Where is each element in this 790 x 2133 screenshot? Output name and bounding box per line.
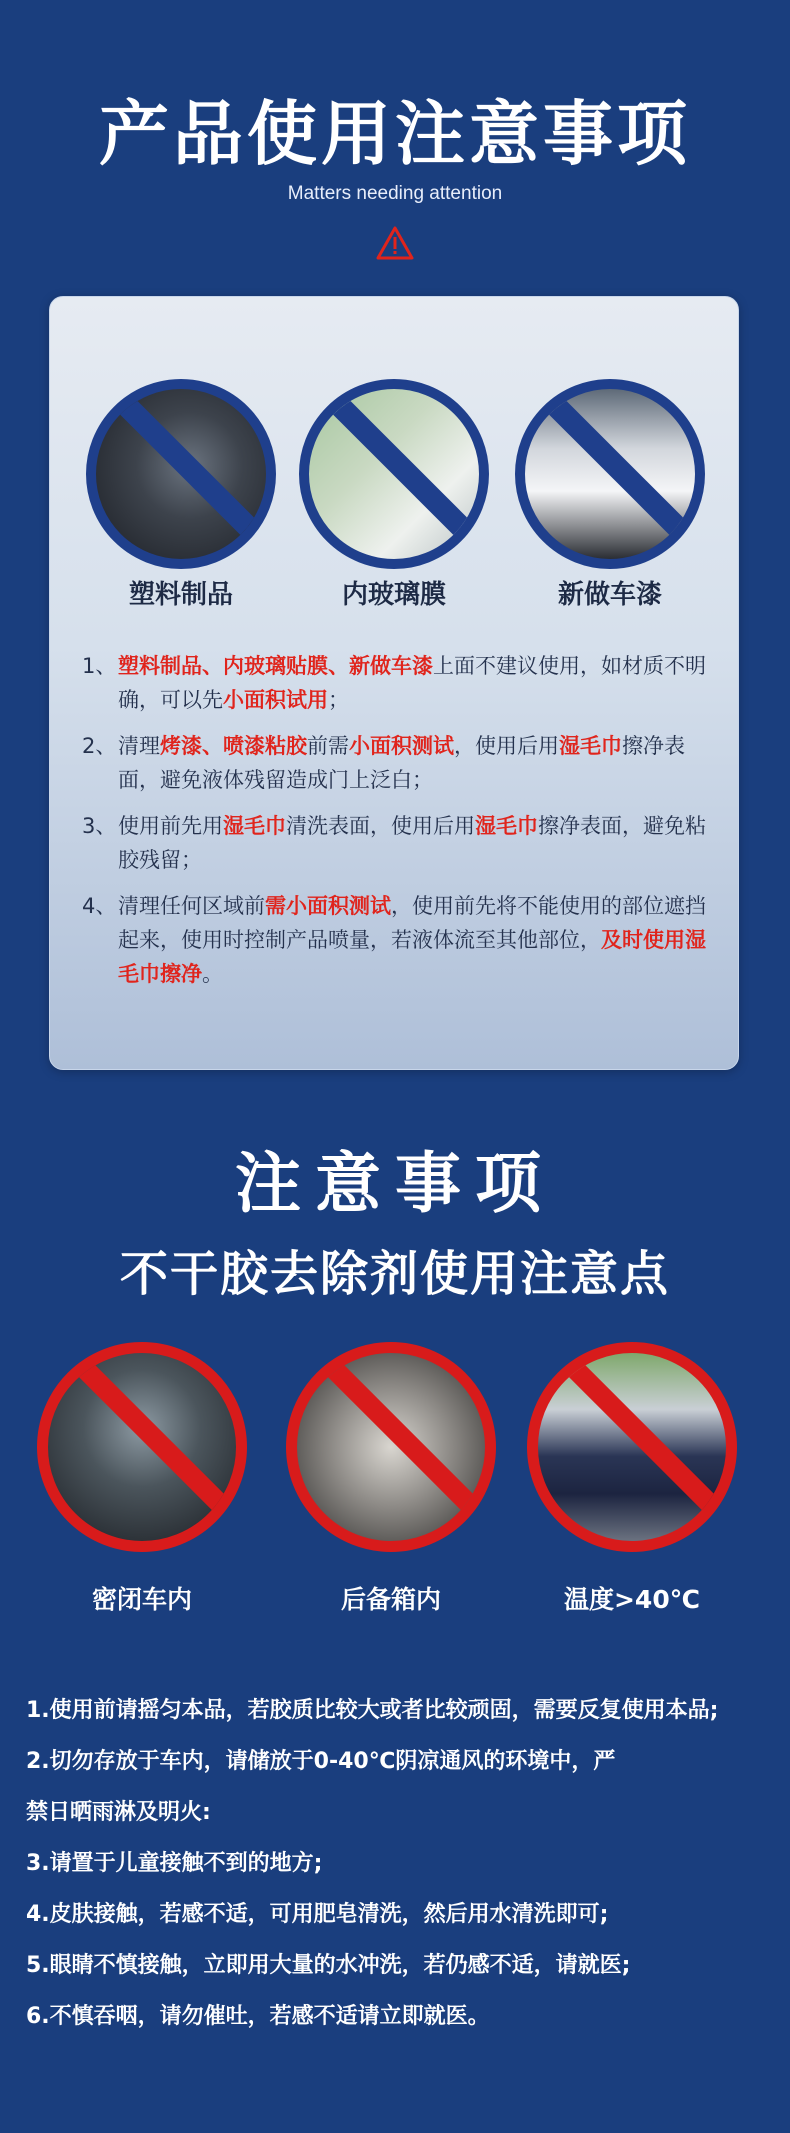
usage-card [49,296,739,1070]
usage-item-number: 2、 [82,734,117,758]
no-trunk-icon [286,1342,496,1552]
usage-item [82,889,722,991]
note-item: 6.不慎吞咽，请勿催吐，若感不适请立即就医。 [26,2004,490,2029]
usage-list [82,649,722,1003]
highlight-text: 湿毛巾 [559,734,622,758]
no-glass-film-icon [299,379,489,569]
body-text: 擦净表面，避免粘胶残留； [118,814,706,872]
page-subtitle: Matters needing attention [287,183,503,204]
note-item: 1.使用前请摇匀本品，若胶质比较大或者比较顽固，需要反复使用本品; [26,1698,719,1723]
no-new-paint-icon [515,379,705,569]
body-text: 清洗表面，使用后用 [286,814,475,838]
body-text: ，使用前先将不能使用的部位遮挡起来，使用时控制产品喷量，若液体流至其他部位， [118,894,706,952]
body-text: 清理任何区域前 [118,894,265,918]
no-plastic-icon [86,379,276,569]
body-text: ； [328,688,349,712]
notes-list [26,1685,776,2042]
usage-item [82,809,722,877]
highlight-text: 烤漆、喷漆粘胶 [160,734,307,758]
body-text: ，使用后用 [454,734,559,758]
section-title: 注意事项 [235,1145,555,1222]
note-item: 5.眼睛不慎接触，立即用大量的水冲洗，若仍感不适，请就医; [26,1953,631,1978]
no-closed-car-icon [37,1342,247,1552]
image-label-closed-car: 密闭车内 [91,1585,192,1614]
section-subtitle: 不干胶去除剂使用注意点 [119,1246,670,1302]
body-text: 。 [202,962,223,986]
body-text: 清理 [118,734,160,758]
usage-item [82,729,722,797]
highlight-text: 需小面积测试 [265,894,391,918]
highlight-text: 小面积测试 [349,734,454,758]
usage-item-number: 1、 [82,654,117,678]
image-label-trunk: 后备箱内 [340,1585,441,1614]
image-label-plastic: 塑料制品 [128,580,233,610]
highlight-text: 及时使用湿毛巾擦净 [118,928,706,986]
highlight-text: 湿毛巾 [223,814,286,838]
no-heat-icon [527,1342,737,1552]
image-label-new-paint: 新做车漆 [557,580,662,610]
usage-item-number: 4、 [82,894,117,918]
highlight-text: 湿毛巾 [475,814,538,838]
note-item: 禁日晒雨淋及明火: [26,1800,211,1825]
highlight-text: 塑料制品、内玻璃贴膜、新做车漆 [118,654,433,678]
note-item: 4.皮肤接触，若感不适，可用肥皂清洗，然后用水清洗即可; [26,1902,609,1927]
image-label-heat: 温度>40℃ [563,1585,700,1614]
body-text: 前需 [307,734,349,758]
warning-icon [376,226,414,260]
usage-item-number: 3、 [82,814,117,838]
page-title: 产品使用注意事项 [99,93,691,175]
note-item: 2.切勿存放于车内，请储放于0-40℃阴凉通风的环境中，严 [26,1749,616,1774]
body-text: 使用前先用 [118,814,223,838]
highlight-text: 小面积试用 [223,688,328,712]
body-text: 擦净表面，避免液体残留造成门上泛白； [118,734,685,792]
image-label-glass-film: 内玻璃膜 [341,580,446,610]
usage-item [82,649,722,717]
body-text: 上面不建议使用，如材质不明确，可以先 [118,654,706,712]
note-item: 3.请置于儿童接触不到的地方; [26,1851,323,1876]
